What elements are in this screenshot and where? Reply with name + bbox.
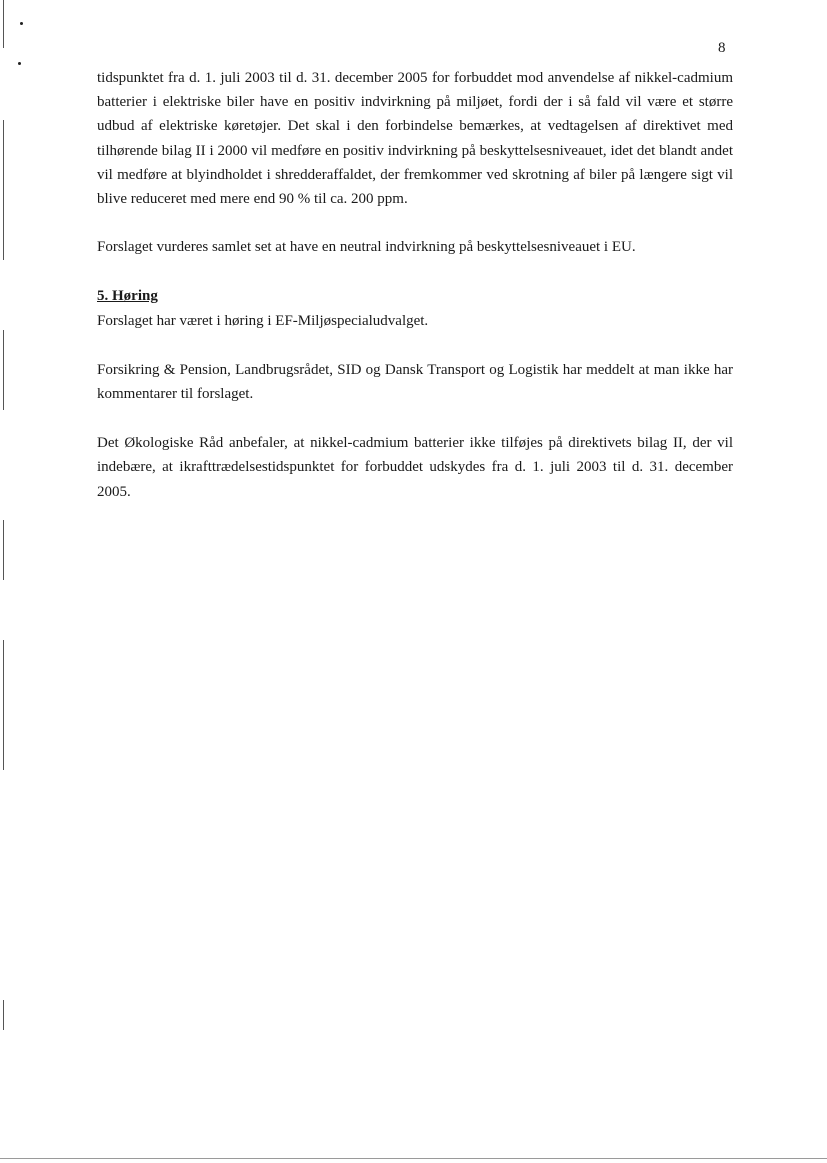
scan-edge-line: [3, 1000, 4, 1030]
scan-speck: [20, 22, 23, 25]
scan-edge-line: [3, 520, 4, 580]
paragraph-assessment: Forslaget vurderes samlet set at have en neutral indvirkning på beskyttelsesniveauet i EU.: [97, 239, 636, 256]
paragraph-hoering: Forslaget har været i høring i EF-Miljøspecialudvalget.: [97, 312, 429, 329]
scan-edge-line: [3, 330, 4, 410]
scan-edge-line: [3, 640, 4, 770]
scan-speck: [18, 62, 21, 65]
paragraph-impact: tidspunktet fra d. 1. juli 2003 til d. 31. december 2005 for forbuddet mod anvendelse af nikkel-cadmium batterier i elektriske biler have en positiv indvirkning på miljøet, fordi der i så fald vil være et større udbud af elektriske køretøjer. Det skal i den forbindelse bemærkes, at vedtagelsen af direktivet med tilhørende bilag II i 2000 vil medføre en positiv indvirkning på beskyttelsesniveauet, idet det blandt andet vil medføre at blyindholdet i shredderaffaldet, der fremkommer ved skrotning af biler på længere sigt vil blive reduceret med mere end 90 % til ca. 200 ppm.: [97, 70, 733, 208]
document-body: [97, 66, 733, 504]
scan-bottom-rule: [0, 1158, 827, 1159]
section-heading-hoering: 5. Høring: [97, 288, 158, 305]
paragraph-no-comments: Forsikring & Pension, Landbrugsrådet, SID og Dansk Transport og Logistik har meddelt at man ikke har kommentarer til forslaget.: [97, 361, 733, 403]
scan-edge-line: [3, 120, 4, 260]
page-number: 8: [718, 40, 726, 56]
scan-edge-line: [3, 0, 4, 48]
paragraph-recommendation: Det Økologiske Råd anbefaler, at nikkel-cadmium batterier ikke tilføjes på direktivets bilag II, der vil indebære, at ikrafttrædelsestidspunktet for forbuddet udskydes fra d. 1. juli 2003 til d. 31. december 2005.: [97, 435, 733, 500]
